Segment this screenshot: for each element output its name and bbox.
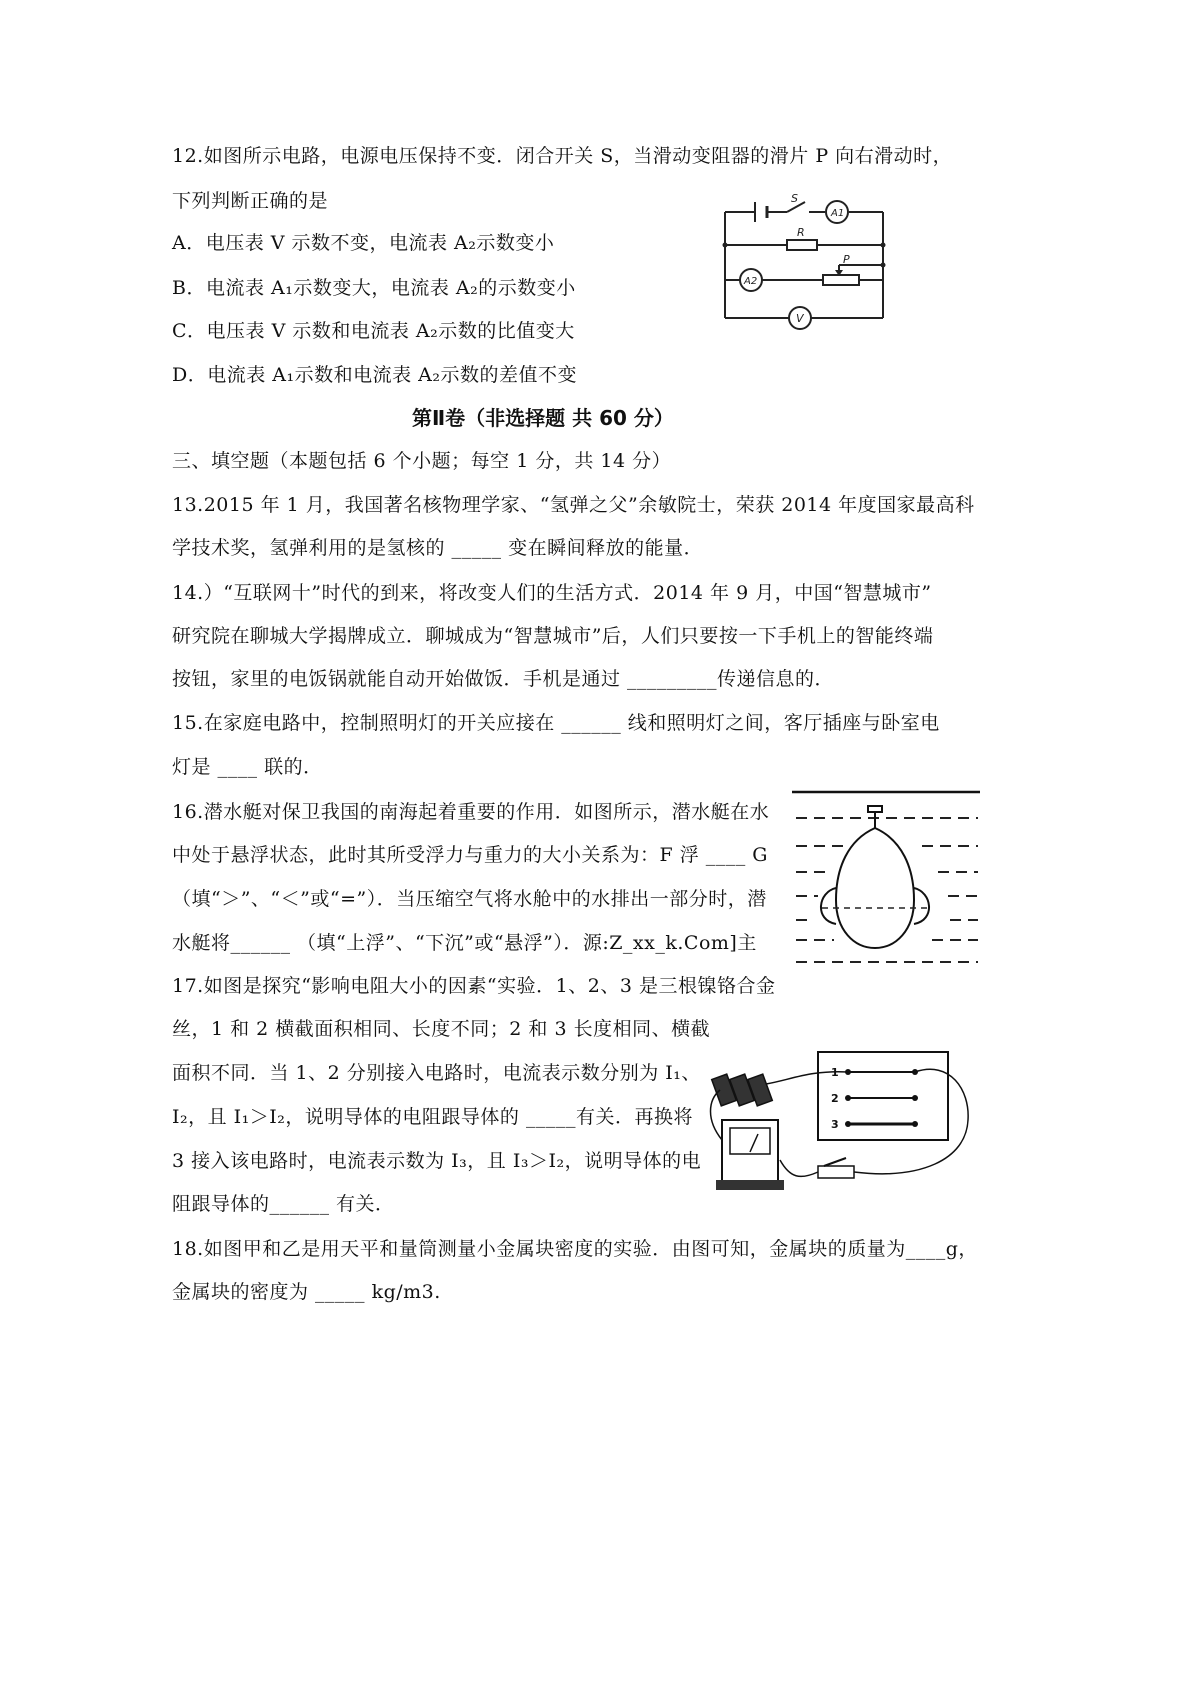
wire-label-1: 1: [831, 1066, 839, 1079]
q16-line3: （填“＞”、“＜”或“=”）．当压缩空气将水舱中的水排出一部分时，潜: [172, 888, 767, 910]
q17-line2: 丝，1 和 2 横截面积相同、长度不同；2 和 3 长度相同、横截: [172, 1018, 711, 1040]
q18-line2: 金属块的密度为 _____ kg/m3.: [172, 1281, 441, 1303]
q12-option-b: B．电流表 A₁示数变大，电流表 A₂的示数变小: [172, 277, 576, 299]
q17-line4: I₂，且 I₁＞I₂，说明导体的电阻跟导体的 _____有关．再换将: [172, 1106, 693, 1128]
q15-line1: 15.在家庭电路中，控制照明灯的开关应接在 ______ 线和照明灯之间，客厅插座与卧室电: [172, 712, 940, 734]
q14-line2: 研究院在聊城大学揭牌成立．聊城成为“智慧城市”后，人们只要按一下手机上的智能终端: [172, 625, 934, 647]
q17-line1: 17.如图是探究“影响电阻大小的因素“实验．1、2、3 是三根镍铬合金: [172, 975, 776, 997]
circuit-label-p: P: [843, 253, 850, 266]
q15-line2: 灯是 ____ 联的．: [172, 756, 323, 778]
q17-line3: 面积不同．当 1、2 分别接入电路时，电流表示数分别为 I₁、: [172, 1062, 701, 1084]
q12-circuit-diagram: [715, 190, 905, 330]
q16-line4: 水艇将______ （填“上浮”、“下沉”或“悬浮”）．源:Z_xx_k.Com]主: [172, 932, 757, 954]
circuit-label-a1: A1: [831, 208, 845, 219]
section-2-title: 第Ⅱ卷（非选择题 共 60 分）: [412, 406, 674, 430]
section-3-subtitle: 三、填空题（本题包括 6 个小题；每空 1 分，共 14 分）: [172, 450, 672, 472]
q17-line6: 阻跟导体的______ 有关．: [172, 1193, 395, 1215]
wire-label-3: 3: [831, 1118, 839, 1131]
q18-line1: 18.如图甲和乙是用天平和量筒测量小金属块密度的实验．由图可知，金属块的质量为____g，: [172, 1238, 978, 1260]
q14-line1: 14.）“互联网十”时代的到来，将改变人们的生活方式．2014 年 9 月，中国“智慧城市”: [172, 582, 932, 604]
q12-option-d: D．电流表 A₁示数和电流表 A₂示数的差值不变: [172, 364, 577, 386]
q12-option-c: C．电压表 V 示数和电流表 A₂示数的比值变大: [172, 320, 575, 342]
circuit-label-r: R: [797, 226, 805, 239]
q16-submarine-figure: [788, 788, 984, 968]
q13-line2: 学技术奖，氢弹利用的是氢核的 _____ 变在瞬间释放的能量．: [172, 537, 704, 559]
wire-label-2: 2: [831, 1092, 839, 1105]
q12-option-a: A．电压表 V 示数不变，电流表 A₂示数变小: [172, 232, 555, 254]
q16-line1: 16.潜水艇对保卫我国的南海起着重要的作用．如图所示，潜水艇在水: [172, 801, 770, 823]
q13-line1: 13.2015 年 1 月，我国著名核物理学家、“氢弹之父”余敏院士，荣获 2014 年度国家最高科: [172, 494, 975, 516]
q16-line2: 中处于悬浮状态，此时其所受浮力与重力的大小关系为：F 浮 ____ G: [172, 844, 768, 866]
q17-experiment-figure: [700, 1040, 990, 1200]
q12-line1: 12.如图所示电路，电源电压保持不变．闭合开关 S，当滑动变阻器的滑片 P 向右滑动时，: [172, 145, 953, 167]
circuit-label-s: S: [791, 192, 798, 205]
q12-line2: 下列判断正确的是: [172, 190, 329, 212]
q14-line3: 按钮，家里的电饭锅就能自动开始做饭．手机是通过 _________传递信息的．: [172, 668, 835, 690]
circuit-label-a2: A2: [744, 276, 758, 287]
q17-line5: 3 接入该电路时，电流表示数为 I₃，且 I₃＞I₂，说明导体的电: [172, 1150, 702, 1172]
circuit-label-v: V: [796, 312, 804, 325]
